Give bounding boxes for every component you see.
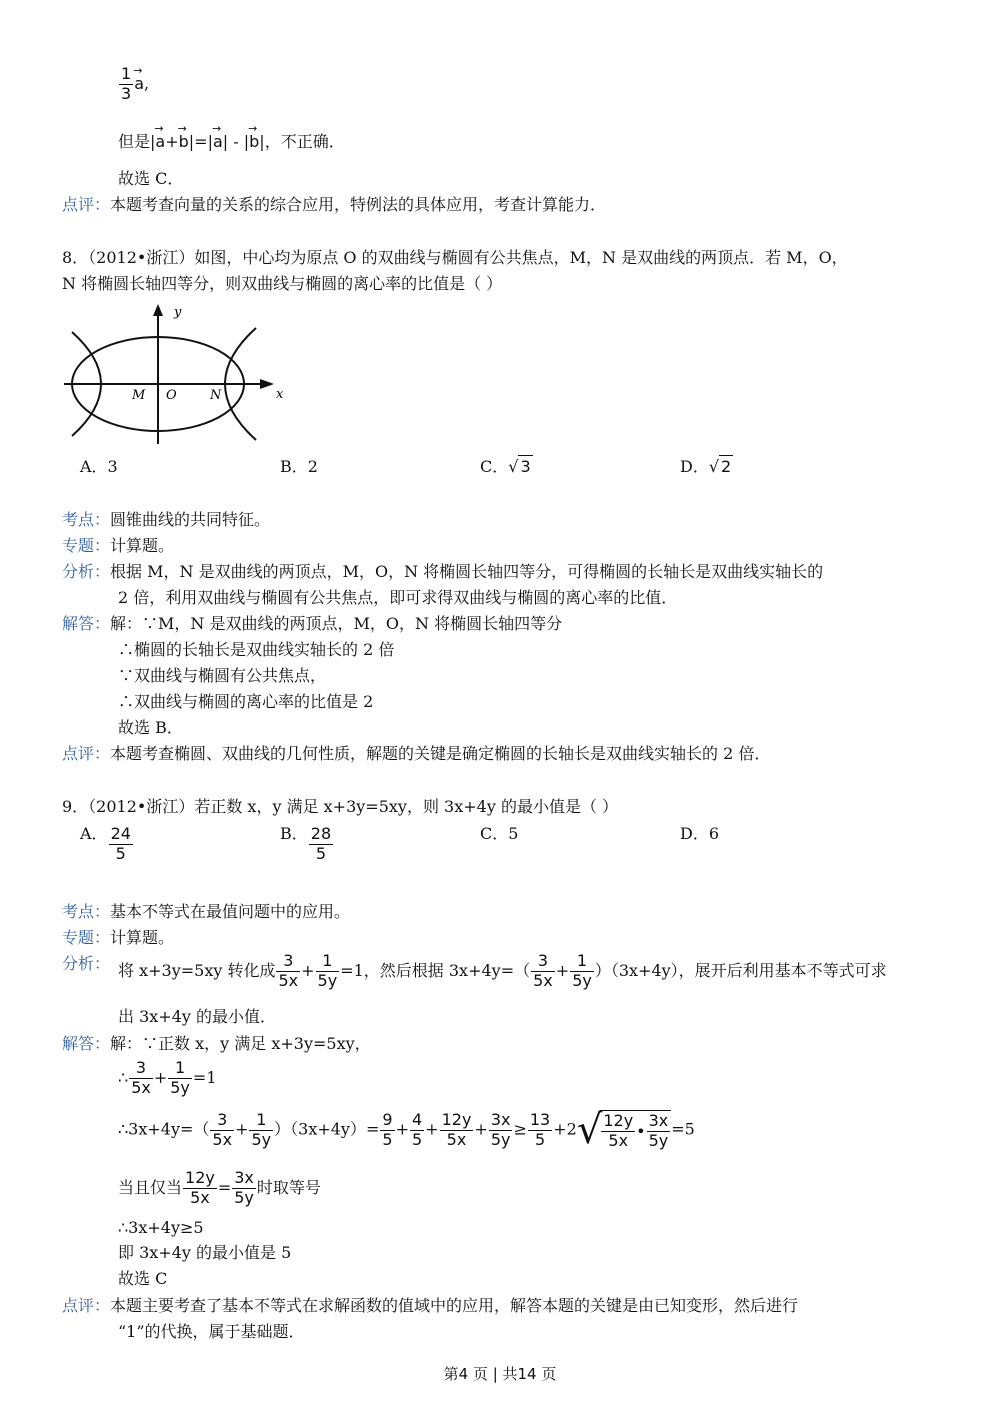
q8-stem-line1: 8．（2012•浙江）如图，中心均为原点 O 的双曲线与椭圆有公共焦点，M，N 是双曲线的两顶点．若 M，O，	[62, 248, 848, 267]
q8-stem-line2: N 将椭圆长轴四等分，则双曲线与椭圆的离心率的比值是（ ）	[62, 274, 503, 293]
q9-jieda-line2: ∴ $\frac{3}{5x}$ + $\frac{1}{5y}$ =1	[118, 1058, 217, 1097]
q8-fenxi: 分析：根据 M，N 是双曲线的两顶点，M，O，N 将椭圆长轴四等分，可得椭圆的长轴长是双曲线实轴长的	[62, 562, 824, 581]
q8-option-c: C．√ 3	[480, 457, 531, 476]
top-fraction-line: $\frac{1}{3}$ → a,	[118, 66, 149, 103]
q8-dianping: 点评：本题考查椭圆、双曲线的几何性质，解题的关键是确定椭圆的长轴长是双曲线实轴长的 2 倍．	[62, 744, 771, 763]
q9-jieda: 解答：解：∵正数 x，y 满足 x+3y=5xy，	[62, 1034, 371, 1053]
q8-jieda-line3: ∵双曲线与椭圆有公共焦点，	[118, 666, 327, 685]
q9-dianping: 点评：本题主要考查了基本不等式在求解函数的值域中的应用，解答本题的关键是由已知变形，然后进行	[62, 1296, 799, 1315]
q9-kaodian: 考点：基本不等式在最值问题中的应用。	[62, 902, 351, 921]
q9-option-a: A． $\frac{24}{5}$	[80, 824, 131, 863]
q9-fenxi-line2: 出 3x+4y 的最小值．	[118, 1007, 277, 1026]
q8-jieda-line5: 故选 B．	[118, 718, 183, 737]
q9-option-d: D．6	[680, 824, 720, 843]
q8-figure	[60, 302, 290, 447]
label-N: N	[210, 388, 222, 403]
sqrt-3: √ 3	[508, 457, 531, 476]
fraction-28-5: $\frac{28}{5}$	[310, 824, 332, 863]
q9-jieda-line4: 当且仅当 $\frac{12y}{5x}$ = $\frac{3x}{5y}$ 时取等号	[118, 1168, 321, 1207]
q8-kaodian: 考点：圆锥曲线的共同特征。	[62, 510, 271, 529]
q9-fenxi-label: 分析：	[62, 954, 111, 973]
fraction-24-5: $\frac{24}{5}$	[110, 824, 131, 863]
y-axis-arrow	[153, 304, 163, 316]
sqrt-radical: √ $\frac{12y}{5x}$ • $\frac{3x}{5y}$	[577, 1110, 671, 1150]
q8-jieda-line2: ∴椭圆的长轴长是双曲线实轴长的 2 倍	[118, 640, 395, 659]
choose-c-line: 故选 C．	[118, 169, 184, 188]
q8-zhuanti: 专题：计算题。	[62, 536, 175, 555]
top-comment: 点评：本题考查向量的关系的综合应用，特例法的具体应用，考查计算能力．	[62, 195, 607, 214]
x-axis-arrow	[260, 379, 274, 389]
q8-fenxi-line2: 2 倍，利用双曲线与椭圆有公共焦点，即可求得双曲线与椭圆的离心率的比值．	[118, 588, 678, 607]
label-x: x	[276, 387, 284, 402]
q9-jieda-line5: ∴3x+4y≥5	[118, 1218, 204, 1237]
fraction-one-third: $\frac{1}{3}$	[121, 64, 132, 103]
q8-option-d: D．√ 2	[680, 457, 732, 476]
q8-option-a: A．3	[80, 457, 118, 476]
sqrt-2: √ 2	[708, 457, 732, 476]
q9-jieda-line7: 故选 C	[118, 1269, 168, 1288]
label-O: O	[166, 388, 177, 403]
q8-jieda: 解答：解：∵M，N 是双曲线的两顶点，M，O，N 将椭圆长轴四等分	[62, 614, 563, 633]
page-footer: 第4 页 | 共14 页	[443, 1365, 557, 1383]
label-M: M	[132, 388, 146, 403]
q9-option-b: B． $\frac{28}{5}$	[280, 824, 332, 863]
q9-dianping-line2: “1”的代换，属于基础题．	[118, 1322, 305, 1341]
q8-jieda-line4: ∴双曲线与椭圆的离心率的比值是 2	[118, 692, 374, 711]
q9-fenxi-line1: 将 x+3y=5xy 转化成 $\frac{3}{5x}$ + $\frac{1}{5y}$ =1，然后根据 3x+4y=（ $\frac{3}{5x}$ + $\frac{1}{5y}$ ）（3x+4y），展开后利用基本不等式可求	[118, 951, 887, 990]
q9-zhuanti: 专题：计算题。	[62, 928, 175, 947]
comment-label: 点评：	[62, 195, 111, 214]
q9-jieda-line6: 即 3x+4y 的最小值是 5	[118, 1243, 292, 1262]
q9-jieda-line3: ∴3x+4y=（ $\frac{3}{5x}$ + $\frac{1}{5y}$ ）（3x+4y）= $\frac{9}{5}$ + $\frac{4}{5}$ + $\frac{12y}{5x}$ + $\frac{3x}{5y}$ ≥ $\frac{13}{5}$ +2 √ $\frac{12y}{5x}$ • $\frac{3x}{5y}$ =5	[118, 1107, 695, 1153]
q9-option-c: C．5	[480, 824, 519, 843]
but-line: 但是|→ a+→ b|=|→ a| - |→ b|，不正确．	[118, 134, 345, 150]
q8-option-b: B．2	[280, 457, 318, 476]
label-y: y	[174, 305, 182, 320]
vector-a: → a	[134, 76, 144, 92]
q9-stem: 9．（2012•浙江）若正数 x，y 满足 x+3y=5xy，则 3x+4y 的最小值是（ ）	[62, 797, 619, 816]
